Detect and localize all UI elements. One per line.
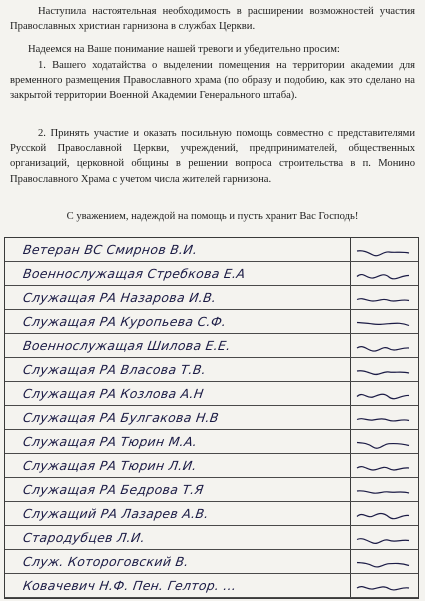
signature-stroke [357,298,409,300]
handwritten-signature [353,338,413,355]
handwritten-signature [353,290,413,307]
signature-row [5,502,418,526]
signature-stroke [357,538,409,543]
signature-table [4,237,419,599]
signer-entry: Служащая РА Бедрова Т.Я [22,482,205,497]
paragraph-2: Надеемся на Ваше понимание нашей тревоги и убедительно просим: [28,44,340,55]
signer-entry: Служащая РА Булгакова Н.В [22,410,220,425]
handwritten-signature [353,554,413,571]
signature-row [5,430,418,454]
signature-row [5,310,418,334]
signer-entry: Стародубцев Л.И. [22,530,147,545]
signature-stroke [357,586,409,589]
handwritten-signature [353,578,413,595]
signature-row [5,574,418,598]
signature-row [5,262,418,286]
signature-stroke [357,442,409,448]
signature-row [5,526,418,550]
paragraph-3: 1. Вашего ходатайства о выделении помещения на территории академии для временного размещения Православного храма (по образу и подобию, как это сделано на закрытой территории Военной Академии Генерального штаба). [10,60,415,102]
signer-entry: Служащая РА Куропьева С.Ф. [22,314,228,329]
signer-entry: Служащая РА Назарова И.В. [22,290,218,305]
handwritten-signature [353,434,413,451]
signer-entry: Служащая РА Тюрин Л.И. [22,458,198,473]
signature-stroke [357,562,409,566]
signature-row [5,238,418,262]
signer-entry: Служащая РА Тюрин М.А. [22,434,199,449]
signer-entry: Военнослужащая Стребкова Е.А [22,266,247,281]
signature-row [5,550,418,574]
handwritten-signature [353,530,413,547]
paragraph-4: 2. Принять участие и оказать посильную помощь совместно с представителями Русской Православной Церкви, учреждений, предпринимателей, общественных организаций, церковной общины в решении вопроса строительства в п. Монино Православного Храма с учетом числа жителей гарнизона. [10,128,415,185]
handwritten-signature [353,266,413,283]
handwritten-signature [353,410,413,427]
handwritten-signature [353,458,413,475]
signer-entry: Служащий РА Лазарев А.В. [22,506,210,521]
signer-entry: Военнослужащая Шилова Е.Е. [22,338,232,353]
signer-entry: Служащая РА Власова Т.В. [22,362,208,377]
handwritten-signature [353,242,413,259]
signature-row [5,454,418,478]
handwritten-signature [353,506,413,523]
signature-row [5,478,418,502]
signer-entry: Служащая РА Козлова А.Н [22,386,205,401]
signature-stroke [357,346,409,350]
signer-entry: Служ. Котороговский В. [22,554,190,569]
signer-entry: Ветеран ВС Смирнов В.И. [22,242,199,257]
signature-row [5,382,418,406]
signature-stroke [357,370,409,374]
closing-line: С уважением, надеждой на помощь и пусть хранит Вас Господь! [66,211,359,222]
signature-row [5,406,418,430]
handwritten-signature [353,386,413,403]
signer-entry: Ковачевич Н.Ф. Пен. Гелтор. ... [22,578,238,593]
signature-stroke [357,322,409,325]
handwritten-signature [353,314,413,331]
paragraph-1: Наступила настоятельная необходимость в расширении возможностей участия Православных христиан гарнизона в службах Церкви. [10,6,415,33]
signature-stroke [357,513,409,518]
signature-row [5,334,418,358]
signature-row [5,286,418,310]
signature-stroke [357,466,409,469]
signature-stroke [357,394,409,398]
handwritten-signature [353,362,413,379]
signature-stroke [357,490,409,492]
signature-stroke [357,274,409,278]
handwritten-signature [353,482,413,499]
signature-stroke [357,250,409,255]
signature-stroke [357,418,409,420]
signature-row [5,358,418,382]
